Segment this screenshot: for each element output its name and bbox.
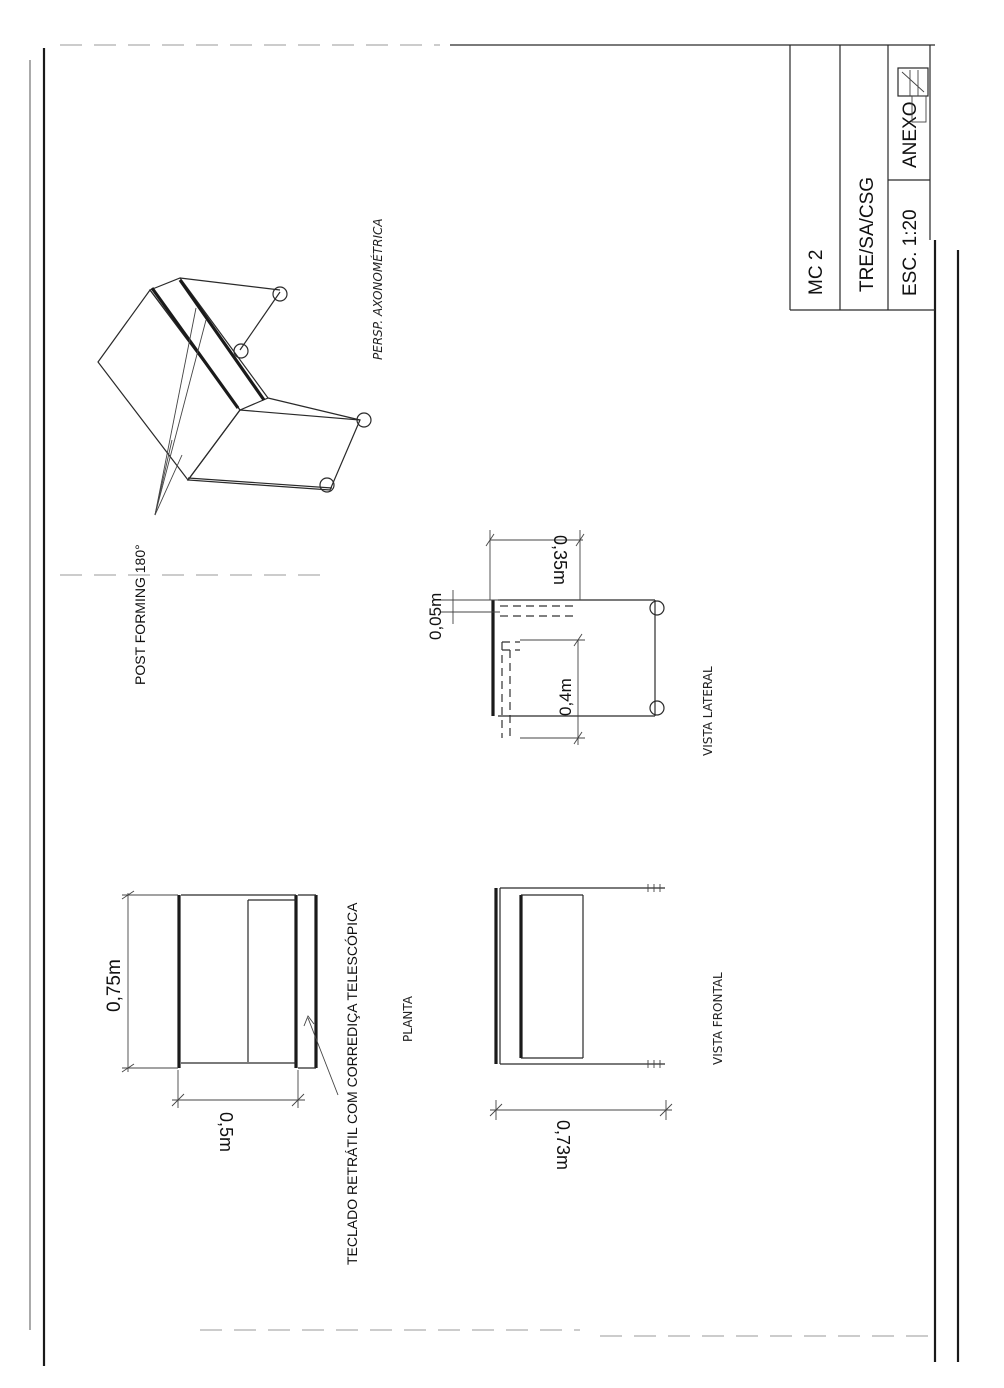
title-annex: ANEXO [900, 101, 921, 168]
title-code: MC 2 [806, 249, 827, 295]
label-planta: PLANTA [401, 996, 415, 1042]
title-block [790, 45, 935, 310]
label-dim-073: 0,73m [553, 1120, 573, 1171]
plan-view [122, 891, 338, 1108]
label-dim-005: 0,05m [426, 592, 445, 640]
label-dim-05: 0,5m [216, 1112, 236, 1153]
label-vista-frontal: VISTA FRONTAL [711, 972, 725, 1065]
label-vista-lateral: VISTA LATERAL [701, 666, 715, 756]
frontal-view [490, 884, 672, 1120]
label-post-forming: POST FORMING 180° [132, 544, 148, 685]
axonometric-view [98, 278, 371, 515]
label-dim-035: 0,35m [550, 535, 570, 586]
label-dim-04: 0,4m [556, 678, 575, 716]
title-org: TRE/SA/CSG [857, 176, 878, 292]
label-teclado-retratil: TECLADO RETRÁTIL COM CORREDIÇA TELESCÓPICA [344, 902, 360, 1265]
label-dim-075: 0,75m [104, 959, 125, 1012]
label-persp-axonometrica: PERSP. AXONOMÉTRICA [371, 218, 385, 360]
title-scale: ESC. 1:20 [900, 209, 921, 296]
